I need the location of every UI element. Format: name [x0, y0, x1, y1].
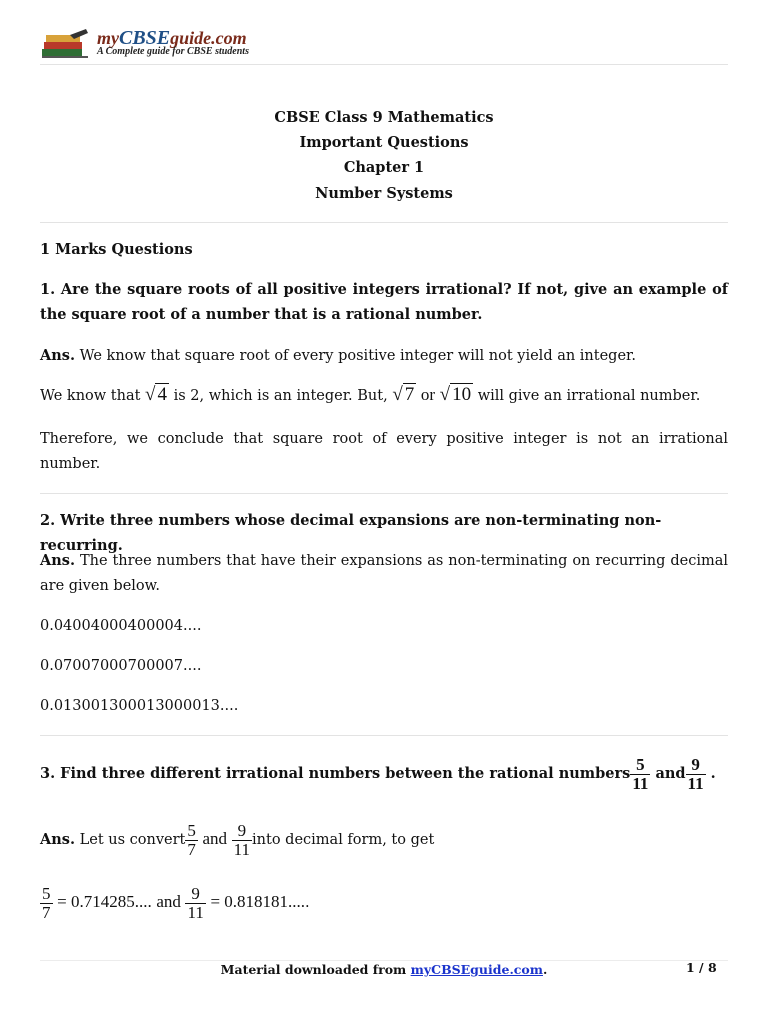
books-icon	[40, 29, 92, 59]
sqrt-4: √ 4	[145, 384, 167, 405]
answer-1-conclusion: Therefore, we conclude that square root of every positive integer is not an irrational	[40, 431, 728, 447]
answer-2-line1: Ans. The three numbers that have their expansions as non-terminating on recurring decimal	[40, 552, 728, 569]
chapter-label: Chapter 1	[343, 159, 425, 176]
fraction-5-11: $\frac{5}{11}$	[632, 754, 649, 793]
section-title: 1 Marks Questions	[40, 241, 193, 258]
fraction-5-7: $\frac{5}{7}$	[187, 820, 196, 859]
logo-title: myCBSEguide.com	[97, 27, 247, 49]
decimal-equation: $\frac{5}{7}$ = 0.714285.... and $\frac{9}{11}$ = 0.818181.....	[42, 883, 310, 922]
fraction-5-7: $\frac{5}{7}$	[42, 883, 51, 922]
divider	[40, 222, 728, 223]
answer-1-line1: Ans. We know that square root of every positive integer will not yield an integer.	[40, 347, 636, 364]
divider	[40, 493, 728, 494]
sqrt-7: √ 7	[392, 384, 415, 405]
question-2: 2. Write three numbers whose decimal expansions are non-terminating non-recurring.	[40, 512, 662, 554]
chapter-title: Number Systems	[315, 185, 453, 202]
logo-tagline: A Complete guide for CBSE students	[97, 46, 249, 57]
number-3: 0.013001300013000013....	[40, 698, 239, 714]
question-3: 3. Find three different irrational numbers between the rational numbers $\frac{5}{11}$ and $\frac{9}{11}$ .	[40, 754, 716, 793]
page-number: 1 / 8	[686, 960, 717, 975]
doc-subtitle: Important Questions	[299, 134, 469, 151]
footer-link[interactable]: myCBSEguide.com	[410, 962, 543, 977]
answer-3: Ans. Let us convert $\frac{5}{7}$ and $\frac{9}{11}$ into decimal form, to get	[40, 820, 435, 859]
number-2: 0.07007000700007....	[40, 658, 202, 674]
answer-2-line2: are given below.	[40, 578, 160, 594]
footer: Material downloaded from myCBSEguide.com.	[220, 962, 548, 977]
answer-1-line2: We know that √ 4 is 2, which is an integer. But, √ 7 or √ 10 will give an irrational number.	[40, 380, 728, 411]
fraction-9-11: $\frac{9}{11}$	[233, 820, 251, 859]
ans-label: Ans.	[40, 347, 76, 364]
divider	[40, 735, 728, 736]
header-divider	[40, 64, 728, 65]
fraction-9-11: $\frac{9}{11}$	[187, 883, 204, 922]
fraction-9-11: $\frac{9}{11}$	[687, 754, 704, 793]
question-1: 1. Are the square roots of all positive integers irrational? If not, give an example of the square root of a number that is a rational number.	[40, 281, 728, 323]
doc-title: CBSE Class 9 Mathematics	[274, 109, 494, 126]
sqrt-10: √ 10	[439, 384, 472, 405]
site-logo[interactable]	[40, 27, 250, 59]
number-1: 0.04004000400004....	[40, 618, 202, 634]
footer-divider	[40, 960, 728, 961]
answer-1-conclusion-end: number.	[40, 456, 101, 472]
